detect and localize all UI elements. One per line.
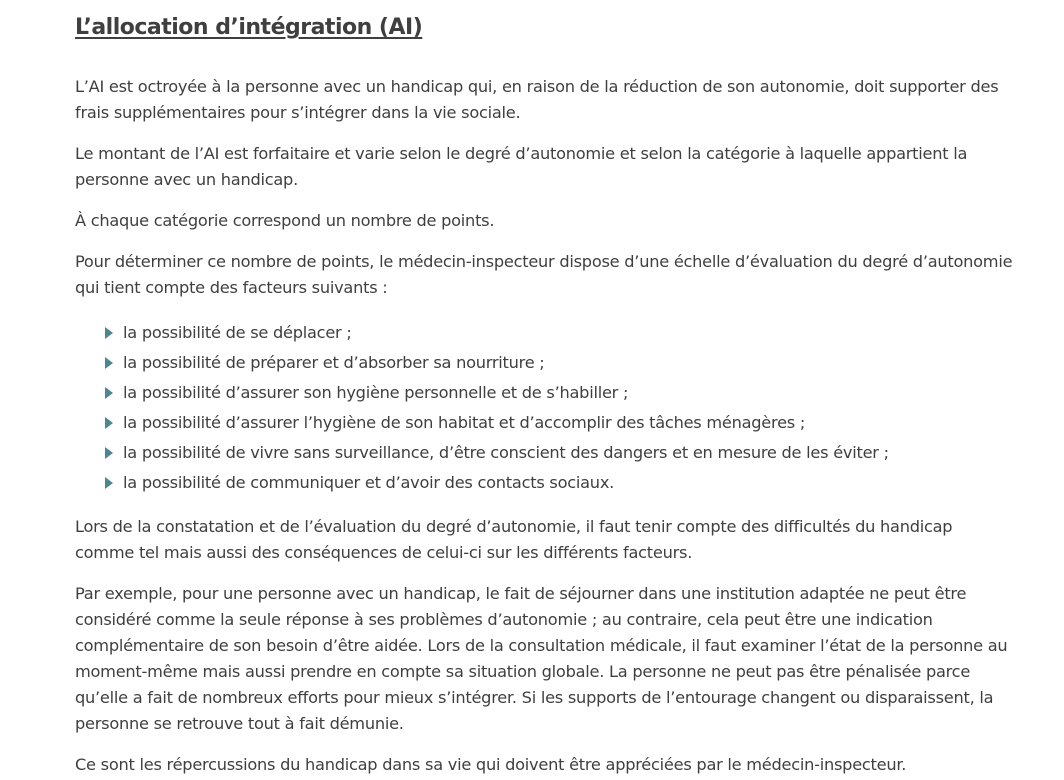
article-content bbox=[75, 10, 1015, 778]
list-item-text: la possibilité d’assurer son hygiène personnelle et de s’habiller ; bbox=[123, 383, 629, 402]
list-item-text: la possibilité d’assurer l’hygiène de son habitat et d’accomplir des tâches ménagères ; bbox=[123, 413, 806, 432]
paragraph-definition: L’AI est octroyée à la personne avec un handicap qui, en raison de la réduction de son autonomie, doit supporter des frais supplémentaires pour s’intégrer dans la vie sociale. bbox=[75, 77, 999, 122]
list-item-text: la possibilité de vivre sans surveillance, d’être conscient des dangers et en mesure de les éviter ; bbox=[123, 443, 889, 462]
page-title: L’allocation d’intégration (AI) bbox=[75, 15, 423, 40]
triangle-right-icon bbox=[105, 417, 113, 429]
list-item bbox=[75, 318, 1015, 348]
triangle-right-icon bbox=[105, 357, 113, 369]
triangle-right-icon bbox=[105, 327, 113, 339]
list-item-text: la possibilité de se déplacer ; bbox=[123, 323, 352, 342]
list-item bbox=[75, 468, 1015, 498]
factors-list bbox=[75, 318, 1015, 498]
triangle-right-icon bbox=[105, 387, 113, 399]
list-item bbox=[75, 378, 1015, 408]
list-item-text: la possibilité de communiquer et d’avoir des contacts sociaux. bbox=[123, 473, 615, 492]
paragraph-evaluation-scale: Pour déterminer ce nombre de points, le médecin-inspecteur dispose d’une échelle d’évaluation du degré d’autonomie qui tient compte des facteurs suivants : bbox=[75, 252, 1013, 297]
paragraph-amount: Le montant de l’AI est forfaitaire et varie selon le degré d’autonomie et selon la catégorie à laquelle appartient la personne avec un handicap. bbox=[75, 144, 968, 189]
paragraph-assessment: Lors de la constatation et de l’évaluation du degré d’autonomie, il faut tenir compte des difficultés du handicap comme tel mais aussi des conséquences de celui-ci sur les différents facteurs. bbox=[75, 517, 953, 562]
list-item bbox=[75, 438, 1015, 468]
triangle-right-icon bbox=[105, 447, 113, 459]
list-item bbox=[75, 348, 1015, 378]
list-item-text: la possibilité de préparer et d’absorber sa nourriture ; bbox=[123, 353, 545, 372]
paragraph-example: Par exemple, pour une personne avec un handicap, le fait de séjourner dans une institution adaptée ne peut être considéré comme la seule réponse à ses problèmes d’autonomie ; au contraire, cela peut être une indication complémentaire de son besoin d’être aidée. Lors de la consultation médicale, il faut examiner l’état de la personne au moment-même mais aussi prendre en compte sa situation globale. La personne ne peut pas être pénalisée parce qu’elle a fait de nombreux efforts pour mieux s’intégrer. Si les supports de l’entourage changent ou disparaissent, la personne se retrouve tout à fait démunie. bbox=[75, 584, 1008, 733]
triangle-right-icon bbox=[105, 477, 113, 489]
list-item bbox=[75, 408, 1015, 438]
paragraph-conclusion: Ce sont les répercussions du handicap dans sa vie qui doivent être appréciées par le médecin-inspecteur. bbox=[75, 755, 907, 774]
paragraph-points: À chaque catégorie correspond un nombre de points. bbox=[75, 211, 495, 230]
